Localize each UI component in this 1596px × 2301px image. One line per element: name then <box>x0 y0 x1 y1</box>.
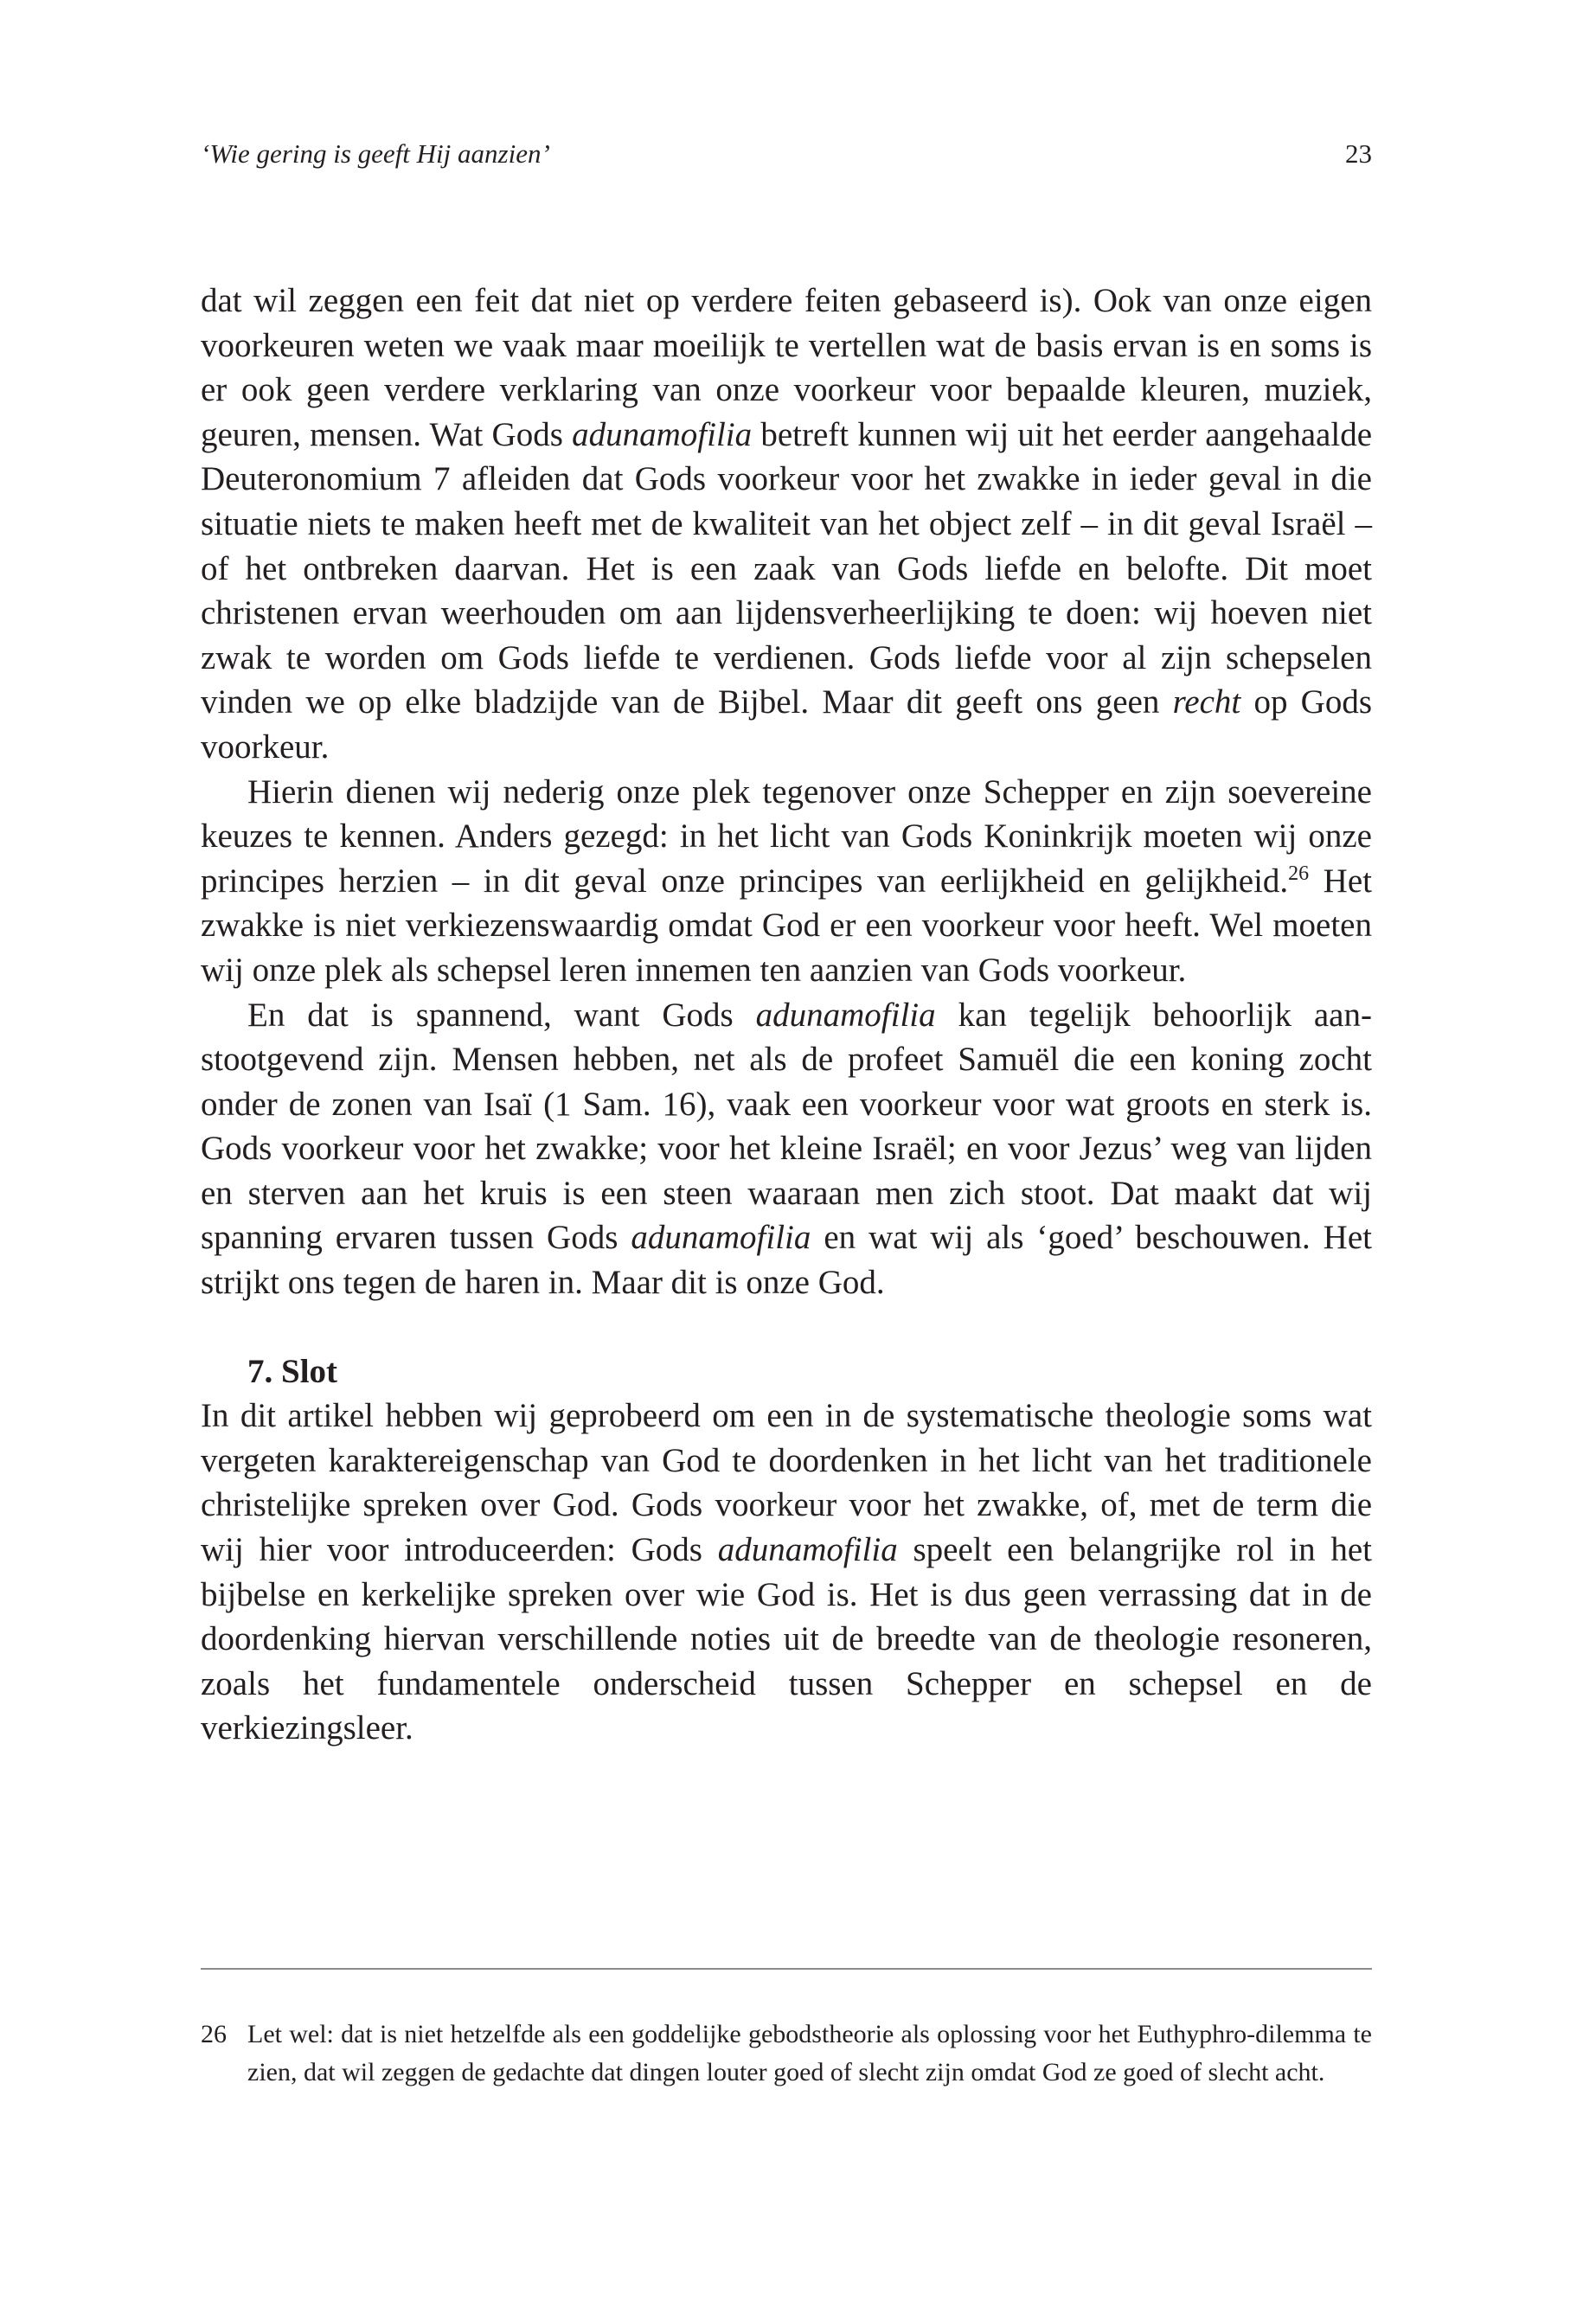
italic-term: recht <box>1172 683 1241 721</box>
text-run: betreft kunnen wij uit het eerder aangehaalde Deuteronomium 7 afleiden dat Gods voorkeur voor het zwakke in ieder geval in die situatie niets te maken heeft met de kwaliteit van het object zelf – in dit geval Israël – of het ontbreken daarvan. Het is een zaak van Gods liefde en belofte. Dit moet christenen ervan weerhouden om aan lijdensverheerlijking te doen: wij hoeven niet zwak te worden om Gods liefde te verdienen. Gods liefde voor al zijn schepselen vinden we op elke bladzijde van de Bijbel. Maar dit geeft ons geen <box>201 415 1373 721</box>
text-run: In dit artikel hebben wij geprobeerd om een in de systematische theologie soms wat vergeten karaktereigenschap van God te doordenken in het licht van het traditionele christelijke spreken over God. Gods voorkeur voor het zwakke, of, met de term die wij hier voor introduceerden: Gods <box>201 1397 1372 1569</box>
page <box>201 0 1372 2301</box>
paragraph <box>201 993 1372 1305</box>
footnotes <box>201 2016 1372 2092</box>
footnote <box>201 2016 1372 2092</box>
text-run: En dat is spannend, want Gods <box>247 996 756 1034</box>
page-number: 23 <box>1345 138 1372 169</box>
paragraph <box>201 1394 1372 1751</box>
paragraph <box>201 770 1372 993</box>
section-heading: 7. Slot <box>247 1352 338 1390</box>
footnote-reference: 26 <box>1288 862 1310 885</box>
text-run: Hierin dienen wij nederig onze plek tegenover onze Schepper en zijn soevereine keuzes te kennen. Anders gezegd: in het licht van Gods Koninkrijk moeten wij onze principes herzien – in dit geval onze principes van eerlijkheid en gelijkheid. <box>201 772 1372 900</box>
italic-term: adunamofilia <box>631 1219 811 1257</box>
italic-term: adunamofilia <box>755 996 936 1034</box>
body-text <box>201 279 1372 1751</box>
text-run: op Gods voorkeur. <box>201 683 1372 766</box>
text-run: dat wil zeggen een feit dat niet op verdere feiten gebaseerd is). Ook van onze eigen voorkeuren weten we vaak maar moeilijk te vertellen wat de basis ervan is en soms is er ook geen verdere verklaring van onze voorkeur voor bepaalde kleuren, muziek, geuren, mensen. Wat Gods <box>201 282 1372 453</box>
footnote-number: 26 <box>201 2020 227 2048</box>
footnote-divider <box>201 1968 1372 1970</box>
running-title: ‘Wie gering is geeft Hij aanzien’ <box>201 138 550 169</box>
running-head <box>201 138 1372 182</box>
text-run: kan tegelijk behoorlijk aanstootgevend zijn. Mensen hebben, net als de profeet Samuël die een koning zocht onder de zonen van Isaï (1 Sam. 16), vaak een voorkeur voor wat groots en sterk is. Gods voorkeur voor het zwakke; voor het kleine Israël; en voor Jezus’ weg van lijden en sterven aan het kruis is een steen waaraan men zich stoot. Dat maakt dat wij spanning ervaren tussen Gods <box>201 996 1372 1257</box>
text-run: Het zwakke is niet verkiezenswaardig omdat God er een voorkeur voor heeft. Wel moeten wij onze plek als schepsel leren innemen ten aanzien van Gods voorkeur. <box>201 862 1372 989</box>
italic-term: adunamofilia <box>717 1531 898 1569</box>
italic-term: adunamofilia <box>572 415 753 453</box>
paragraph <box>201 279 1372 770</box>
text-run: speelt een belangrijke rol in het bijbelse en kerkelijke spreken over wie God is. Het is dus geen verrassing dat in de doordenking hiervan verschillende noties uit de breedte van de theologie resoneren, zoals het fundamentele onderscheid tussen Schepper en schepsel en de verkiezingsleer. <box>201 1531 1372 1747</box>
footnote-text: Let wel: dat is niet hetzelfde als een goddelijke gebodstheorie als oplossing voor het Euthyphro-dilemma te zien, dat wil zeggen de gedachte dat dingen louter goed of slecht zijn omdat God ze goed of slecht acht. <box>247 2020 1372 2086</box>
text-run: en wat wij als ‘goed’ beschouwen. Het strijkt ons tegen de haren in. Maar dit is onze God. <box>201 1219 1372 1302</box>
